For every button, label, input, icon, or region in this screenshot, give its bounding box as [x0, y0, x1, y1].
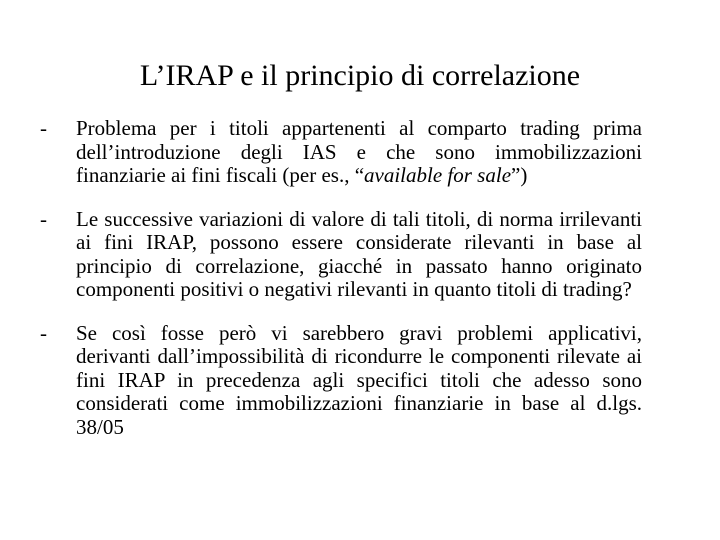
bullet-item: [40, 208, 642, 302]
bullet-marker: -: [40, 320, 47, 345]
bullet-text: Le successive variazioni di valore di tali titoli, di norma irrilevanti ai fini IRAP, possono essere considerate rilevanti in base al principio di correlazione, giacché in passato hanno originato componenti positivi o negativi rilevanti in quanto titoli di trading?: [76, 206, 642, 301]
bullet-text: Se così fosse però vi sarebbero gravi problemi applicativi, derivanti dall’impossibilità di ricondurre le componenti rilevate ai fini IRAP in precedenza agli specifici titoli che adesso sono considerati come immobilizzazioni finanziarie in base al d.lgs. 38/05: [76, 320, 642, 439]
slide-title: L’IRAP e il principio di correlazione: [139, 59, 581, 92]
italic-term: available for sale: [364, 163, 512, 187]
bullet-list: [40, 117, 642, 439]
bullet-item: [40, 117, 642, 188]
close-quote: ”): [511, 163, 528, 187]
bullet-marker: -: [40, 116, 47, 140]
open-quote: “: [354, 163, 365, 187]
bullet-text: Problema per i titoli appartenenti al comparto trading prima dell’introduzione degli IAS e che sono immobilizzazioni finanziarie ai fini fiscali (per es.,: [76, 116, 642, 187]
bullet-marker: -: [40, 206, 47, 231]
bullet-item: [40, 322, 642, 440]
